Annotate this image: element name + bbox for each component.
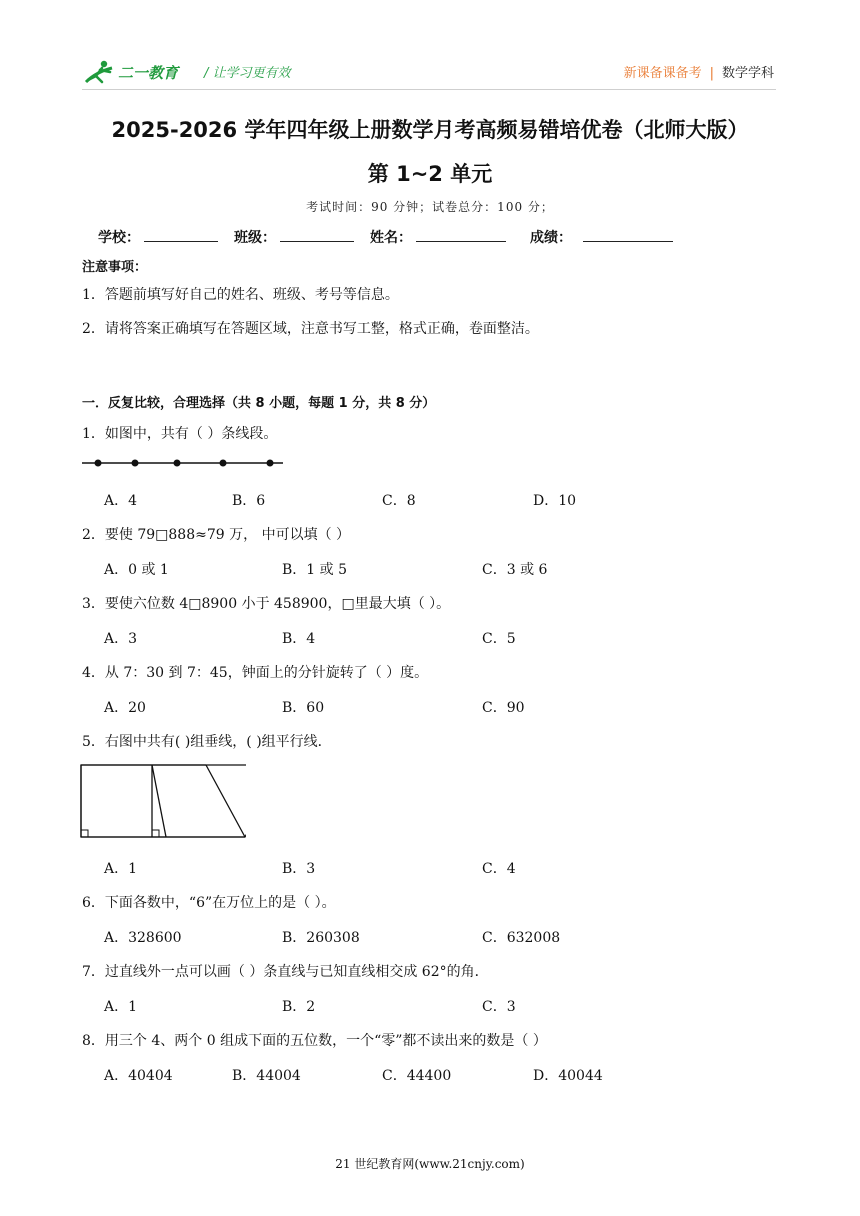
question-6: 6．下面各数中，“6”在万位上的是（ ）。 [82, 895, 336, 911]
q7-option-b[interactable]: B．2 [282, 999, 316, 1015]
question-1: 1．如图中，共有（ ）条线段。 [82, 426, 278, 442]
school-field[interactable] [144, 241, 218, 242]
q3-option-b[interactable]: B．4 [282, 631, 316, 647]
question-3: 3．要使六位数 4□8900 小于 458900，□里最大填（ ）。 [82, 596, 451, 612]
q6-option-a[interactable]: A．328600 [104, 930, 182, 946]
q4-option-b[interactable]: B．60 [282, 700, 325, 716]
class-label: 班级： [234, 230, 276, 246]
q4-option-c[interactable]: C．90 [482, 700, 525, 716]
q5-option-a[interactable]: A．1 [104, 861, 138, 877]
page-title: 2025-2026 学年四年级上册数学月考高频易错培优卷（北师大版） [111, 118, 749, 142]
q2-option-c[interactable]: C．3 或 6 [482, 562, 548, 578]
logo-text: 二一教育 [118, 64, 179, 82]
q1-option-b[interactable]: B．6 [232, 493, 266, 509]
q1-option-c[interactable]: C．8 [382, 493, 416, 509]
school-label: 学校： [98, 230, 140, 246]
note-item: 2．请将答案正确填写在答题区域，注意书写工整，格式正确，卷面整洁。 [82, 321, 539, 337]
q3-option-a[interactable]: A．3 [104, 631, 138, 647]
page-footer: 21 世纪教育网(www.21cnjy.com) [335, 1157, 525, 1171]
question-8: 8．用三个 4、两个 0 组成下面的五位数，一个“零”都不读出来的数是（ ） [82, 1033, 547, 1049]
q8-option-a[interactable]: A．40404 [104, 1068, 173, 1084]
runner-logo-icon [82, 58, 122, 88]
header-right [624, 62, 774, 81]
slogan: / 让学习更有效 [204, 66, 291, 81]
note-item: 1．答题前填写好自己的姓名、班级、考号等信息。 [82, 287, 399, 303]
question-7: 7．过直线外一点可以画（ ）条直线与已知直线相交成 62°的角． [82, 964, 489, 980]
q1-option-a[interactable]: A．4 [104, 493, 138, 509]
q8-option-b[interactable]: B．44004 [232, 1068, 301, 1084]
score-field[interactable] [583, 241, 673, 242]
q2-option-b[interactable]: B．1 或 5 [282, 562, 348, 578]
score-label: 成绩： [530, 230, 572, 246]
q7-option-c[interactable]: C．3 [482, 999, 516, 1015]
q8-option-c[interactable]: C．44400 [382, 1068, 452, 1084]
class-field[interactable] [280, 241, 354, 242]
q2-option-a[interactable]: A．0 或 1 [104, 562, 169, 578]
line-segments-figure [80, 456, 286, 470]
header-subject: 数学学科 [721, 66, 774, 81]
question-5: 5．右图中共有( )组垂线，( )组平行线． [82, 734, 332, 750]
header-divider [82, 89, 776, 90]
q5-option-b[interactable]: B．3 [282, 861, 316, 877]
name-field[interactable] [416, 241, 506, 242]
name-label: 姓名： [370, 230, 412, 246]
q7-option-a[interactable]: A．1 [104, 999, 138, 1015]
q6-option-c[interactable]: C．632008 [482, 930, 561, 946]
q3-option-c[interactable]: C．5 [482, 631, 516, 647]
section-heading: 一．反复比较，合理选择（共 8 小题，每题 1 分，共 8 分） [82, 396, 436, 411]
q1-option-d[interactable]: D．10 [533, 493, 577, 509]
header-separator: | [709, 66, 714, 81]
q5-option-c[interactable]: C．4 [482, 861, 516, 877]
notes-heading: 注意事项： [82, 260, 148, 275]
q6-option-b[interactable]: B．260308 [282, 930, 360, 946]
page-subtitle: 第 1~2 单元 [367, 162, 493, 186]
q8-option-d[interactable]: D．40044 [533, 1068, 603, 1084]
question-2: 2．要使 79□888≈79 万， 中可以填（ ） [82, 527, 351, 543]
q4-option-a[interactable]: A．20 [104, 700, 146, 716]
header-brand: 新课备课备考 [623, 66, 702, 81]
question-4: 4．从 7：30 到 7：45，钟面上的分针旋转了（ ）度。 [82, 665, 429, 681]
exam-info: 考试时间：90 分钟；试卷总分：100 分； [306, 200, 554, 214]
perpendicular-parallel-figure [80, 764, 246, 840]
